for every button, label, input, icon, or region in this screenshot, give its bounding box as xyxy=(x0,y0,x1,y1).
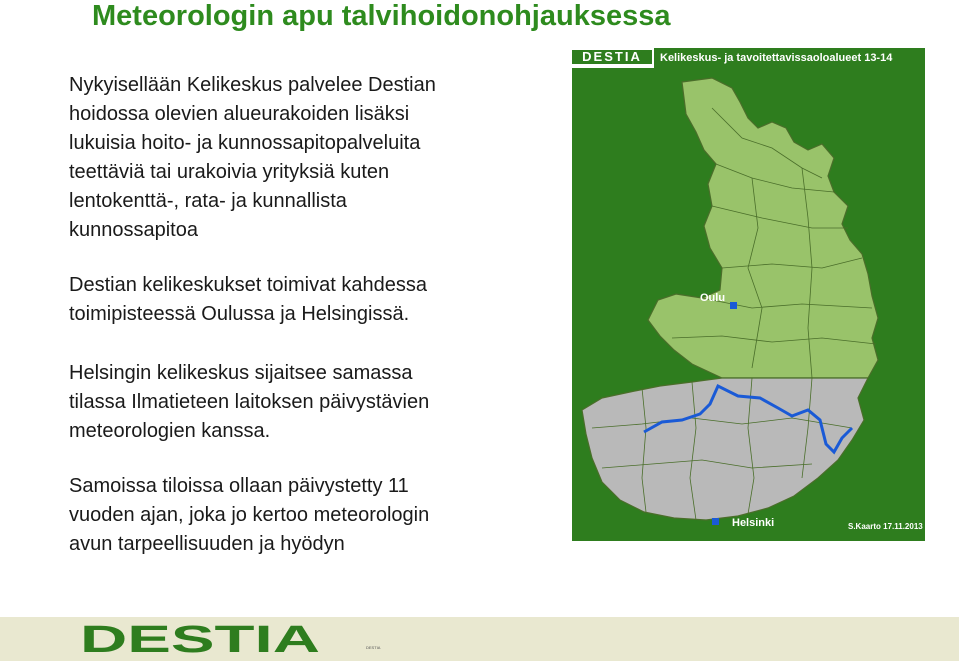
paragraph-line: teettäviä tai urakoivia yrityksiä kuten xyxy=(69,161,390,183)
paragraph-line: Samoissa tiloissa ollaan päivystetty 11 xyxy=(69,475,409,497)
map-destia-logo: DESTIA xyxy=(572,50,652,64)
paragraph-locations xyxy=(69,271,549,329)
map-label-helsinki: Helsinki xyxy=(732,517,775,529)
paragraph-line: Nykyisellään Kelikeskus palvelee Destian xyxy=(69,74,436,96)
paragraph-line: kunnossapitoa xyxy=(69,219,198,241)
map-caption: Kelikeskus- ja tavoitettavissaoloalueet 13-14 xyxy=(654,48,925,68)
paragraph-line: toimipisteessä Oulussa ja Helsingissä. xyxy=(69,303,410,325)
paragraph-line: meteorologien kanssa. xyxy=(69,420,271,442)
helsinki-marker xyxy=(712,518,719,525)
paragraph-line: Helsingin kelikeskus sijaitsee samassa xyxy=(69,362,413,384)
map-label-oulu: Oulu xyxy=(700,292,726,304)
footer-destia-logo xyxy=(80,622,320,655)
paragraph-line: lentokenttä-, rata- ja kunnallista xyxy=(69,190,347,212)
footer-small-text: DESTIA xyxy=(366,645,381,650)
map-credit: S.Kaarto 17.11.2013 xyxy=(848,522,923,531)
page-title: Meteorologin apu talvihoidonohjauksessa xyxy=(92,0,671,32)
oulu-marker xyxy=(730,302,737,309)
footer-logo-text: DESTIA xyxy=(80,622,320,655)
paragraph-duration xyxy=(69,472,549,559)
paragraph-line: vuoden ajan, joka jo kertoo meteorologin xyxy=(69,504,430,526)
paragraph-helsinki xyxy=(69,359,549,446)
paragraph-line: lukuisia hoito- ja kunnossapitopalveluita xyxy=(69,132,421,154)
finland-region-map xyxy=(572,68,925,541)
paragraph-line: tilassa Ilmatieteen laitoksen päivystävien xyxy=(69,391,430,413)
paragraph-line: Destian kelikeskukset toimivat kahdessa xyxy=(69,274,427,296)
paragraph-line: avun tarpeellisuuden ja hyödyn xyxy=(69,533,345,555)
map-header xyxy=(572,48,925,68)
paragraph-line: hoidossa olevien alueurakoiden lisäksi xyxy=(69,103,410,125)
map-figure xyxy=(572,44,925,541)
paragraph-service xyxy=(69,71,549,245)
